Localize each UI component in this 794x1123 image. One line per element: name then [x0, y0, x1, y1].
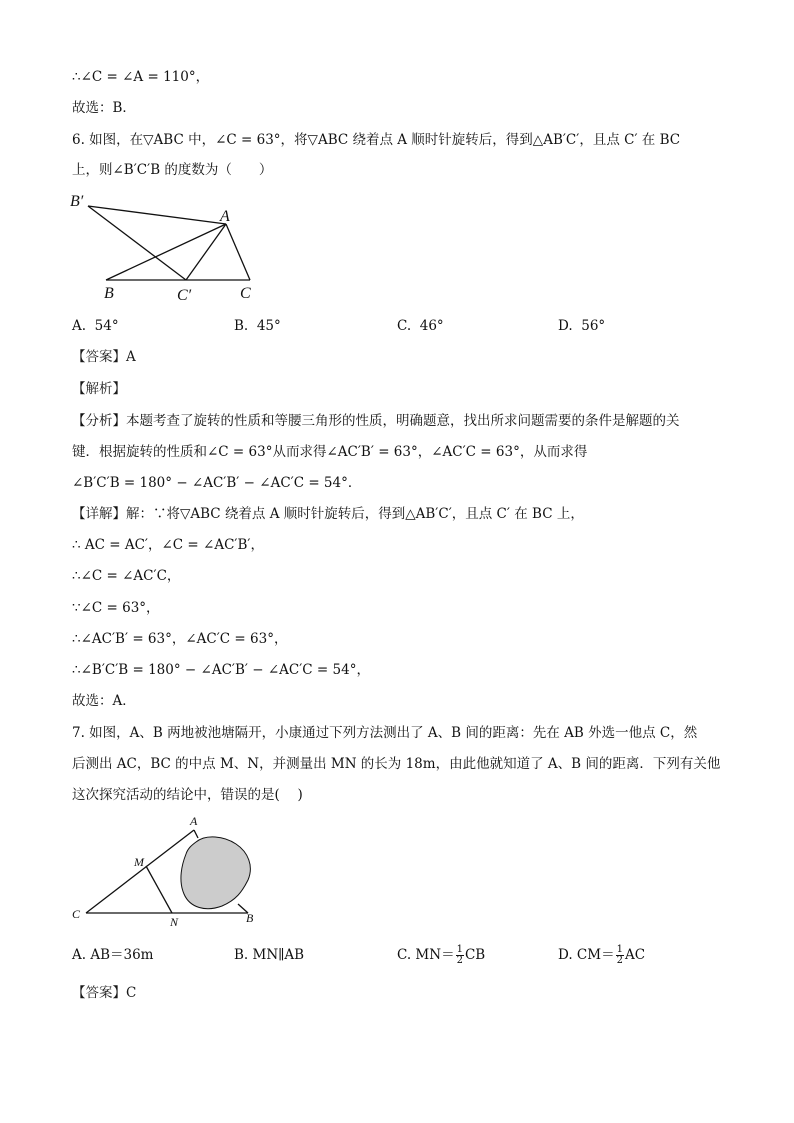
q6-detail-line-3: ∴∠C = ∠AC′C， [72, 568, 181, 584]
q6-segment-a-cprime [186, 224, 226, 280]
q6-segment-a-c [226, 224, 250, 280]
q7-option-d[interactable] [558, 942, 645, 968]
q6-label-c: C [240, 285, 251, 302]
q6-analysis-line-2: 键．根据旋转的性质和∠C = 63°从而求得∠AC′B′ = 63°，∠AC′C = 63°，从而求得 [72, 444, 588, 460]
q7-option-c-fraction [456, 945, 464, 966]
q6-label-b: B [104, 285, 114, 302]
q6-stem-line-2: 上，则∠B′C′B 的度数为（ ） [72, 162, 273, 178]
q7-option-b[interactable]: B. MN∥AB [234, 947, 305, 963]
q6-answer: 【答案】A [72, 349, 136, 365]
q7-label-a: A [190, 814, 198, 828]
q7-pond-shape [181, 837, 250, 909]
q6-detail-line-6: ∴∠B′C′B = 180° − ∠AC′B′ − ∠AC′C = 54°， [72, 662, 370, 678]
q7-stem-line-1: 7. 如图，A、B 两地被池塘隔开，小康通过下列方法测出了 A、B 间的距离：先在 AB 外选一他点 C，然 [72, 725, 698, 741]
q7-figure [66, 810, 266, 930]
q7-label-b: B [246, 911, 254, 925]
q7-option-c-suffix: CB [464, 947, 486, 963]
prev-solution-line-1: ∴∠C = ∠A = 110°， [72, 69, 210, 85]
q6-label-bprime: B′ [70, 193, 84, 210]
q7-option-c-denominator: 2 [456, 955, 463, 966]
q6-option-a-text: 54° [94, 318, 119, 334]
q6-option-c[interactable] [397, 317, 444, 335]
q7-stem-line-3: 这次探究活动的结论中，错误的是( ) [72, 787, 303, 803]
q6-option-d-text: 56° [581, 318, 606, 334]
q7-segment-c-a [86, 830, 194, 913]
q6-option-b-text: 45° [256, 318, 281, 334]
q7-option-d-suffix: AC [624, 947, 646, 963]
q7-option-d-denominator: 2 [616, 955, 623, 966]
q6-figure [66, 186, 266, 306]
q7-label-m: M [134, 855, 144, 869]
q6-detail-line-4: ∵∠C = 63°， [72, 600, 160, 616]
q6-analysis-line-3: ∠B′C′B = 180° − ∠AC′B′ − ∠AC′C = 54°． [72, 475, 362, 491]
q6-label-a: A [220, 208, 230, 225]
q6-detail-line-5: ∴∠AC′B′ = 63°，∠AC′C = 63°， [72, 631, 288, 647]
q7-option-a[interactable]: A. AB＝36m [72, 947, 154, 963]
q7-label-n: N [170, 915, 179, 929]
q7-answer: 【答案】C [72, 985, 137, 1001]
q6-detail-line-1: 【详解】解：∵将▽ABC 绕着点 A 顺时针旋转后，得到△AB′C′，且点 C′ 在 BC 上， [72, 506, 584, 522]
q6-option-b[interactable] [234, 317, 281, 335]
q6-option-b-letter: B. [234, 318, 249, 334]
prev-choose-line: 故选：B． [72, 100, 136, 116]
q6-option-a[interactable] [72, 317, 119, 335]
q7-option-d-numerator: 1 [616, 944, 623, 955]
q7-segment-m-n [146, 866, 172, 913]
q7-option-c-numerator: 1 [456, 944, 463, 955]
q6-option-d[interactable] [558, 317, 605, 335]
q6-analysis-line-1: 【分析】本题考查了旋转的性质和等腰三角形的性质，明确题意，找出所求问题需要的条件是解题的关 [72, 413, 680, 429]
q6-label-cprime: C′ [177, 287, 192, 304]
q6-choose-line: 故选：A． [72, 693, 136, 709]
q6-option-c-text: 46° [419, 318, 444, 334]
q6-option-a-letter: A. [72, 318, 87, 334]
q7-option-d-prefix: D. CM＝ [558, 947, 615, 963]
q6-option-d-letter: D. [558, 318, 573, 334]
q7-option-d-fraction [616, 945, 624, 966]
q7-stem-line-2: 后测出 AC，BC 的中点 M、N，并测量出 MN 的长为 18m，由此他就知道了 A、B 间的距离．下列有关他 [72, 756, 721, 772]
q6-analysis-title: 【解析】 [72, 381, 126, 397]
q7-label-c: C [72, 907, 81, 921]
q7-segment-a-b-top [194, 830, 198, 838]
q6-option-c-letter: C. [397, 318, 412, 334]
q7-option-c[interactable] [397, 942, 485, 968]
q6-stem-line-1: 6. 如图，在▽ABC 中，∠C = 63°，将▽ABC 绕着点 A 顺时针旋转后，得到△AB′C′，且点 C′ 在 BC [72, 132, 681, 148]
q7-option-c-prefix: C. MN＝ [397, 947, 455, 963]
q6-detail-line-2: ∴ AC = AC′，∠C = ∠AC′B′， [72, 537, 264, 553]
